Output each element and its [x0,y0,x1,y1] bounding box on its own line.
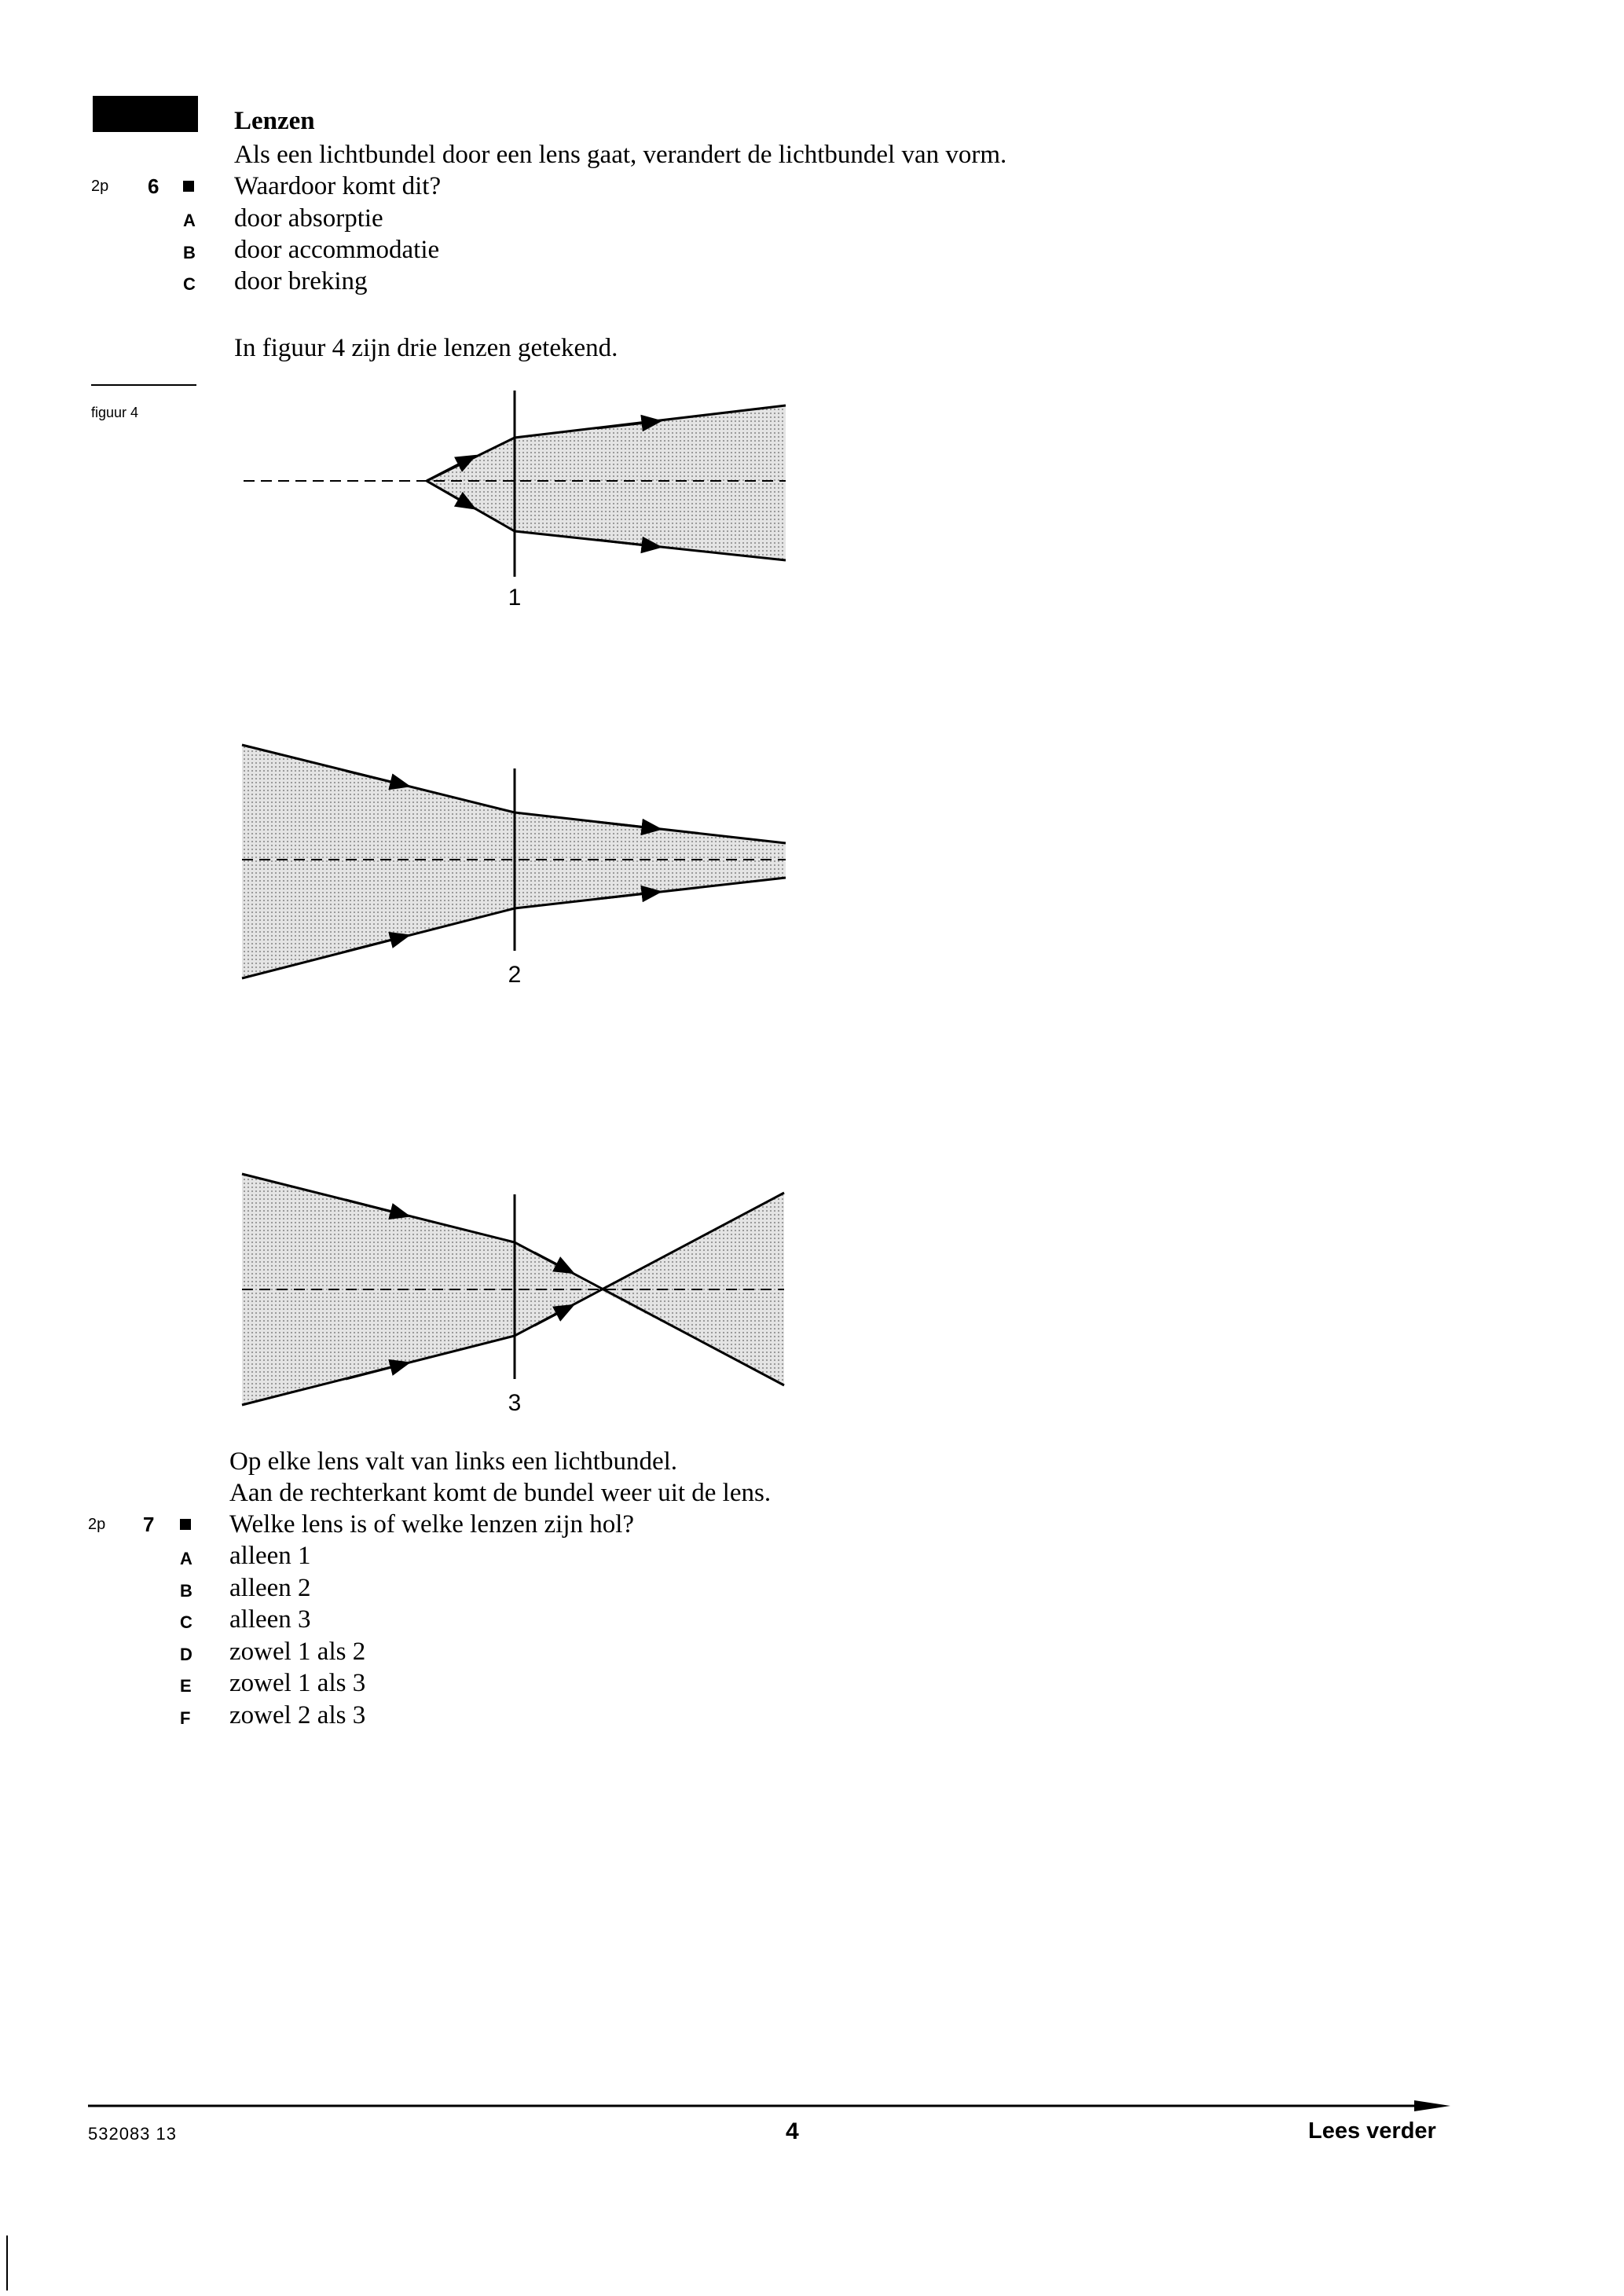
arrow-right-icon [1414,2100,1450,2111]
section-title: Lenzen [234,107,315,135]
q7-context-1: Op elke lens valt van links een lichtbundel. [229,1447,678,1476]
q7-option-letter: B [180,1581,192,1601]
lees-verder-label: Lees verder [1308,2118,1436,2144]
q6-option-letter: A [183,211,196,230]
q6-question: Waardoor komt dit? [234,172,442,200]
lens-3-label: 3 [508,1390,522,1416]
lens-3-diagram [242,1174,784,1416]
footer-rule-arrow [0,2090,1624,2122]
lens-2-label: 2 [508,962,522,988]
q6-option-letter: C [183,274,196,294]
q7-option-text: zowel 1 als 3 [229,1669,366,1697]
q7-option-text: alleen 1 [229,1542,311,1570]
lens-1-label: 1 [508,585,522,611]
footer-code: 532083 13 [88,2124,177,2144]
lens-2-diagram [242,745,786,988]
figure-caption: figuur 4 [91,405,139,420]
q6-points: 2p [91,178,109,195]
q7-context-2: Aan de rechterkant komt de bundel weer uit de lens. [229,1479,772,1507]
q7-bullet-icon [180,1519,191,1530]
q7-option-text: alleen 2 [229,1574,311,1602]
q6-option-text: door accommodatie [234,236,440,264]
scan-edge-mark [6,2235,8,2290]
q7-option-text: zowel 1 als 2 [229,1638,366,1666]
q6-number: 6 [148,174,159,198]
q6-option-text: door breking [234,267,368,295]
q7-option-text: alleen 3 [229,1605,311,1634]
lens-1-diagram [244,391,786,611]
q6-option-letter: B [183,243,196,262]
q7-points: 2p [88,1516,106,1533]
page-number: 4 [786,2118,799,2144]
figure-intro: In figuur 4 zijn drie lenzen getekend. [234,334,618,362]
q7-question: Welke lens is of welke lenzen zijn hol? [229,1510,635,1539]
lens-1-beam [427,405,786,560]
q7-option-letter: D [180,1645,192,1664]
q7-option-letter: E [180,1676,192,1696]
section-intro: Als een lichtbundel door een lens gaat, verandert de lichtbundel van vorm. [234,141,1007,169]
q7-option-text: zowel 2 als 3 [229,1701,366,1729]
q7-option-letter: F [180,1708,191,1728]
q6-option-text: door absorptie [234,204,383,233]
q7-option-letter: C [180,1612,192,1632]
q7-number: 7 [143,1513,155,1536]
q7-option-letter: A [180,1549,192,1568]
